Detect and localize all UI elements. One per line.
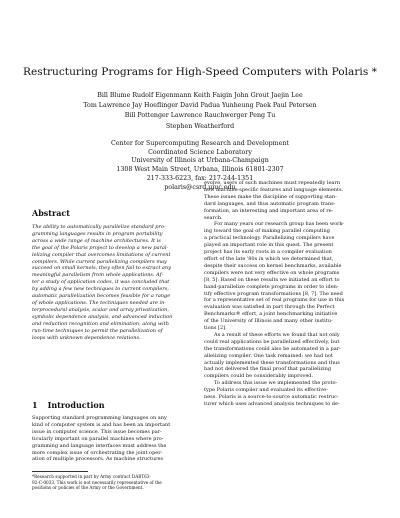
footnote-line: positions or policies of the Army or the Government. — [32, 485, 144, 491]
paragraph-line: a practical technology. Parallelizing compilers have — [204, 235, 335, 242]
paragraph-line: dard languages, and thus automatic program trans- — [204, 200, 336, 207]
paragraph-line: ness. Polaris is a source-to-source automatic restruc- — [204, 394, 339, 401]
introduction-line: gramming and language interfaces must address the — [32, 442, 167, 449]
footnote-line: *Research supported in part by Army contract DABT63- — [32, 474, 151, 479]
introduction-line: more complex issue of orchestrating the joint oper- — [32, 449, 163, 456]
affiliation-line: University of Illinois at Urbana-Champaign — [131, 157, 269, 165]
author-line: Stephen Weatherford — [165, 122, 235, 130]
paragraph-line: played an important role in this quest. The present — [204, 242, 334, 249]
paragraph-line: formation, an interesting and important area of re- — [204, 207, 334, 214]
paragraph-line: tify effective program transformations [8, 7]. The need — [204, 290, 343, 297]
paragraph-line: new machine-specific features and language elements. — [204, 186, 344, 193]
contact-email: polaris@csrd.uiuc.edu — [164, 183, 236, 191]
author-line: Bill Pottenger Lawrence Rauchwerger Peng Tu — [124, 112, 276, 120]
abstract-line: loops with unknown dependence relations. — [32, 334, 141, 341]
paragraph-line: These issues make the discipline of supporting stan- — [204, 193, 337, 200]
abstract-line: lelizing compiler that overcomes limitations of current — [32, 251, 171, 258]
footnote-line: 92-C-0033. This work is not necessarily representative of the — [32, 479, 162, 485]
abstract-line: automatic parallelization becomes feasible for a range — [32, 293, 171, 300]
abstract-line: meaningful parallelism from whole applications. Af- — [32, 272, 164, 279]
paragraph-line: effort of the late '80s in which we determined that, — [204, 255, 334, 262]
introduction-line: ticularly important on parallel machines where pro- — [32, 435, 164, 442]
abstract-line: the goal of the Polaris project to develop a new paral- — [32, 244, 169, 251]
introduction-line: ation of multiple processors. As machine structures — [32, 456, 164, 463]
abstract-line: terprocedural analysis, scalar and array privatization, — [32, 306, 169, 313]
paragraph-line: had not delivered the final proof that parallelizing — [204, 366, 332, 373]
abstract-line: compilers. While current parallelizing compilers may — [32, 258, 167, 265]
paragraph-line: type Polaris compiler and evaluated its effective- — [204, 387, 328, 394]
section-number: 1 — [32, 400, 38, 410]
paragraph-line: evolve, users of such machines must repeatedly learn — [204, 180, 341, 186]
footnote-rule — [32, 471, 88, 472]
paragraph-line: As a result of these efforts we found that not only — [214, 331, 340, 338]
paragraph-line: To address this issue we implemented the proto- — [214, 380, 338, 387]
paragraph-line: allelizing compiler. One task remained: we had not — [204, 352, 333, 359]
paragraph-line: [8, 5]. Based on these results we initiated an effort to — [204, 276, 340, 283]
paragraph — [204, 221, 370, 332]
paragraph-line: Benchmarks® effort, a joint benchmarking initiative — [204, 311, 338, 318]
introduction-line: Supporting standard programming languages on any — [32, 415, 167, 421]
section-title: Introduction — [47, 400, 105, 410]
paragraph-line: despite their success on kernel benchmarks, available — [204, 262, 342, 269]
paragraph-line: tions [2]. — [204, 325, 227, 332]
paragraph-line: of the University of Illinois and many other institu- — [204, 318, 333, 325]
paragraph-line: ing toward the goal of making parallel computing — [204, 228, 330, 235]
paragraph-line: project has its early roots in a compiler evaluation — [204, 249, 332, 256]
paragraph-line: compilers were not very effective on whole programs — [204, 269, 340, 276]
abstract-line: gramming languages results in program portability — [32, 230, 163, 237]
author-list — [0, 91, 400, 132]
introduction-line: kind of computer system is and has been an important — [32, 421, 171, 428]
paragraph-line: evaluation was satisfied in part through the Perfect — [204, 304, 335, 311]
affiliation-line: 1308 West Main Street, Urbana, Illinois 61801-2307 — [116, 166, 284, 174]
footnote — [32, 474, 197, 491]
paragraph-line: compilers could be considerably improved. — [204, 373, 314, 380]
paragraph-line: the transformations could also be automated in a par- — [204, 345, 341, 352]
abstract-line: and reduction recognition and elimination, along with — [32, 320, 170, 327]
affiliation-line: 217-333-6223, fax: 217-244-1351 — [146, 174, 254, 182]
paragraph-line: turer which uses advanced analysis techniques to de- — [204, 401, 340, 407]
paragraph — [204, 380, 370, 408]
introduction-line: issue in computer science. This issue becomes par- — [32, 428, 162, 435]
paragraph-line: hand-parallelize complete programs in order to iden- — [204, 283, 339, 290]
affiliation-line: Coordinated Science Laboratory — [148, 148, 252, 156]
paragraph-line: could real applications be parallelized effectively, but — [204, 338, 340, 345]
affiliation-line: Center for Supercomputing Research and Development — [111, 140, 289, 147]
abstract-line: The ability to automatically parallelize standard pro- — [32, 224, 166, 230]
paper-title: Restructuring Programs for High-Speed Computers with Polaris * — [23, 66, 377, 78]
abstract-line: succeed on small kernels, they often fail to extract any — [32, 265, 171, 272]
abstract-line: of whole applications. The techniques needed are in- — [32, 299, 167, 306]
abstract-line: across a wide range of machine architectures. It is — [32, 237, 161, 244]
paragraph — [204, 180, 370, 221]
right-column-text — [204, 180, 370, 408]
section-heading-introduction — [32, 400, 105, 410]
author-line: Tom Lawrence Jay Hoeflinger David Padua Yunheung Paek Paul Petersen — [83, 102, 317, 110]
abstract-line: symbolic dependence analysis, and advanced induction — [32, 313, 173, 320]
abstract-heading: Abstract — [32, 208, 70, 218]
abstract-line: by adding a few new techniques to current compilers, — [32, 286, 169, 293]
paragraph-line: For many years our research group has been work- — [214, 221, 345, 228]
author-line: Bill Blume Rudolf Eigenmann Keith Faigin John Grout Jaejin Lee — [97, 92, 303, 99]
abstract-line: ter a study of application codes, it was concluded that — [32, 279, 170, 286]
paragraph-line: search. — [204, 214, 223, 221]
introduction-body — [32, 415, 197, 463]
paragraph-line: actually implemented these transformations and thus — [204, 359, 340, 366]
paragraph — [204, 332, 370, 380]
abstract-body — [32, 224, 197, 341]
abstract-line: run-time techniques to permit the parallelization of — [32, 327, 163, 334]
paragraph-line: for a representative set of real programs for use in this — [204, 297, 345, 304]
